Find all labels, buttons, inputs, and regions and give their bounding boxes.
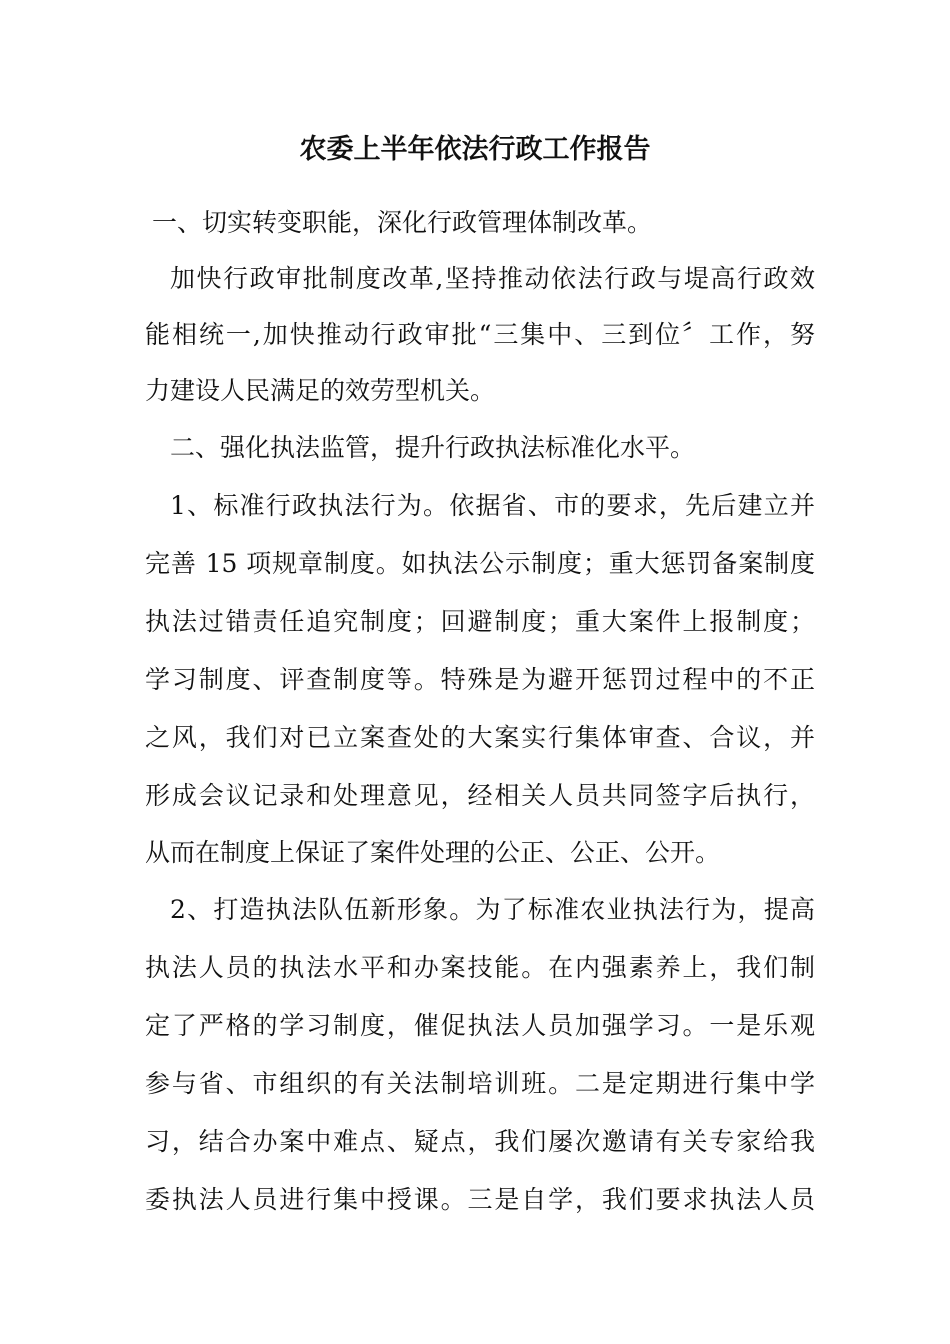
document-title: 农委上半年依法行政工作报告: [299, 134, 651, 165]
paragraph-line: 定了严格的学习制度，催促执法人员加强学习。一是乐观: [145, 1011, 815, 1040]
section-heading-2: 二、强化执法监管，提升行政执法标准化水平。: [170, 433, 696, 462]
section-heading-1: 一、切实转变职能，深化行政管理体制改革。: [152, 208, 653, 237]
paragraph-line: 加快行政审批制度改革,坚持推动依法行政与堤高行政效: [170, 264, 815, 293]
paragraph-line: 执法过错责任追究制度；回避制度；重大案件上报制度；: [145, 607, 815, 636]
paragraph-line: 完善 15 项规章制度。如执法公示制度；重大惩罚备案制度: [145, 549, 815, 578]
paragraph-line: 委执法人员进行集中授课。三是自学，我们要求执法人员: [145, 1185, 815, 1214]
paragraph-line: 执法人员的执法水平和办案技能。在内强素养上，我们制: [145, 953, 815, 982]
paragraph-line: 2、打造执法队伍新形象。为了标准农业执法行为，提高: [170, 895, 815, 924]
paragraph-line: 力建设人民满足的效劳型机关。: [145, 376, 496, 405]
paragraph-line: 1、标准行政执法行为。依据省、市的要求，先后建立并: [170, 491, 815, 520]
paragraph-line: 习，结合办案中难点、疑点，我们屡次邀请有关专家给我: [145, 1127, 815, 1156]
paragraph-line: 能相统一,加快推动行政审批“三集中、三到位〞工作，努: [145, 320, 815, 349]
paragraph-line: 学习制度、评查制度等。特殊是为避开惩罚过程中的不正: [145, 665, 815, 694]
paragraph-line: 从而在制度上保证了案件处理的公正、公正、公开。: [145, 838, 721, 867]
paragraph-line: 参与省、市组织的有关法制培训班。二是定期进行集中学: [145, 1069, 815, 1098]
paragraph-line: 之风，我们对已立案查处的大案实行集体审查、合议，并: [145, 723, 815, 752]
paragraph-line: 形成会议记录和处理意见，经相关人员共同签字后执行，: [145, 781, 815, 810]
